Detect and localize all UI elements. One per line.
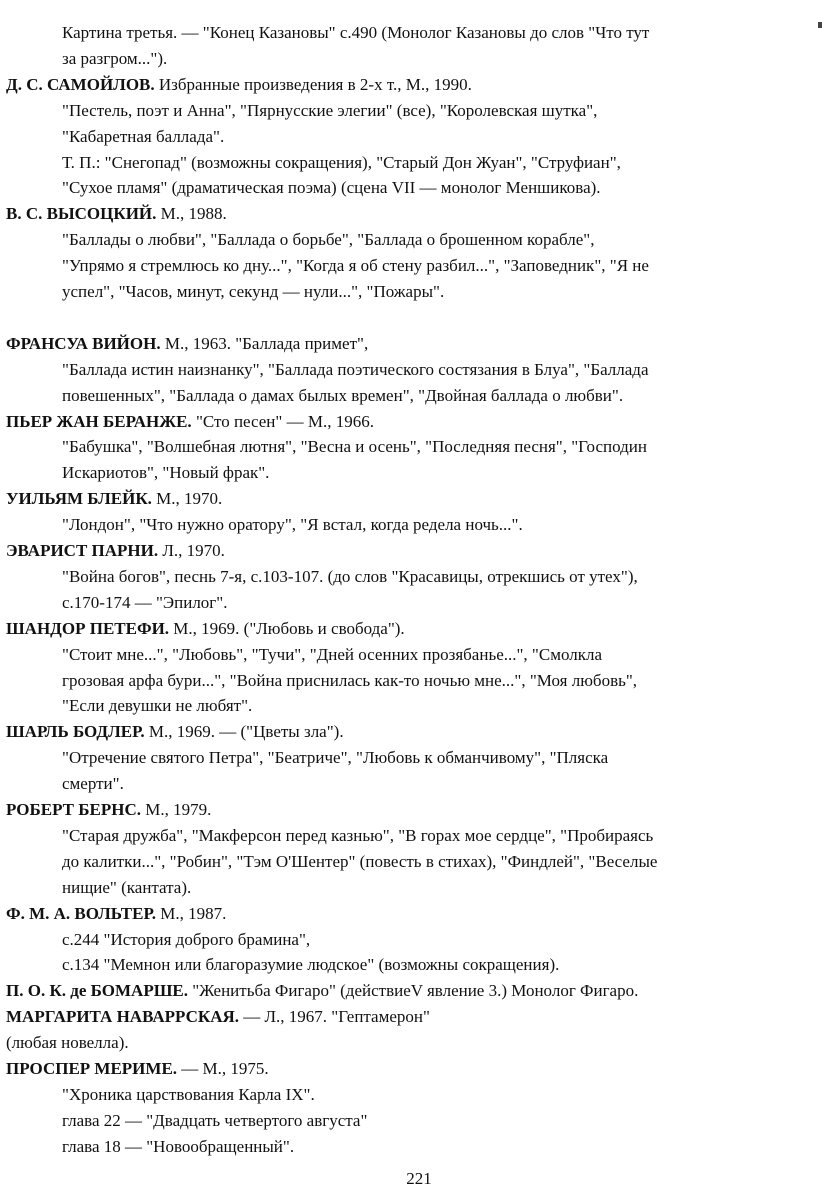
bibliography-entry bbox=[6, 901, 226, 927]
entry-details: М., 1987. bbox=[155, 903, 227, 923]
entry-details: М., 1979. bbox=[140, 800, 212, 819]
text-line: Картина третья. — "Конец Казановы" с.490 (Монолог Казановы до слов "Что тут bbox=[62, 23, 650, 42]
author-name: УИЛЬЯМ БЛЕЙК. bbox=[6, 489, 152, 509]
entry-details: Л., 1970. bbox=[158, 541, 225, 560]
text-line: "Отречение святого Петра", "Беатриче", "Любовь к обманчивому", "Пляска bbox=[62, 748, 609, 768]
bibliography-entry bbox=[6, 1004, 430, 1030]
text-line: с.170-174 — "Эпилог". bbox=[62, 592, 228, 612]
text-line: до калитки...", "Робин", "Тэм О'Шентер" (повесть в стихах), "Финдлей", "Веселые bbox=[62, 851, 658, 871]
text-line: успел", "Часов, минут, секунд — нули...", "Пожары". bbox=[62, 282, 445, 301]
text-line: "Сухое пламя" (драматическая поэма) (сцена VII — монолог Меншикова). bbox=[62, 178, 601, 198]
text-line: "Старая дружба", "Макферсон перед казнью", "В горах мое сердце", "Пробираясь bbox=[62, 825, 654, 845]
bibliography-entry bbox=[6, 616, 405, 642]
text-line: "Пестель, поэт и Анна", "Пярнусские элегии" (все), "Королевская шутка", bbox=[62, 100, 598, 120]
text-line: "Стоит мне...", "Любовь", "Тучи", "Дней осенних прозябанье...", "Смолкла bbox=[62, 644, 603, 664]
bibliography-entry bbox=[6, 72, 472, 98]
entry-details: М., 1963. "Баллада примет", bbox=[160, 333, 369, 353]
author-name: П. О. К. де БОМАРШЕ. bbox=[6, 981, 188, 1001]
author-name: В. С. ВЫСОЦКИЙ. bbox=[6, 204, 157, 224]
author-name: ЭВАРИСТ ПАРНИ. bbox=[6, 541, 159, 560]
bibliography-entry bbox=[6, 538, 225, 564]
text-line: глава 22 — "Двадцать четвертого августа" bbox=[62, 1110, 368, 1130]
author-name: Д. С. САМОЙЛОВ. bbox=[6, 74, 155, 94]
author-name: РОБЕРТ БЕРНС. bbox=[6, 800, 141, 819]
text-line: "Война богов", песнь 7-я, с.103-107. (до слов "Красавицы, отрекшись от утех"), bbox=[62, 566, 638, 586]
text-line: за разгром..."). bbox=[62, 48, 168, 68]
author-name: ФРАНСУА ВИЙОН. bbox=[6, 333, 161, 353]
author-name: ШАНДОР ПЕТЕФИ. bbox=[6, 618, 170, 638]
bibliography-entry bbox=[6, 201, 227, 227]
text-line: Т. П.: "Снегопад" (возможны сокращения), "Старый Дон Жуан", "Струфиан", bbox=[62, 152, 621, 172]
entry-details: Избранные произведения в 2-х т., М., 1990. bbox=[154, 74, 472, 94]
author-name: ПЬЕР ЖАН БЕРАНЖЕ. bbox=[6, 411, 192, 431]
author-name: ПРОСПЕР МЕРИМЕ. bbox=[6, 1059, 178, 1078]
entry-details: — М., 1975. bbox=[177, 1059, 269, 1078]
text-line: "Кабаретная баллада". bbox=[62, 126, 225, 146]
entry-details: "Женитьба Фигаро" (действиеV явление 3.) Монолог Фигаро. bbox=[187, 981, 639, 1001]
bibliography-entry bbox=[6, 331, 368, 357]
text-line: "Хроника царствования Карла IX". bbox=[62, 1084, 315, 1104]
author-name: ШАРЛЬ БОДЛЕР. bbox=[6, 722, 145, 742]
text-line: повешенных", "Баллада о дамах былых времен", "Двойная баллада о любви". bbox=[62, 385, 624, 405]
text-line: глава 18 — "Новообращенный". bbox=[62, 1136, 295, 1156]
text-line: "Бабушка", "Волшебная лютня", "Весна и осень", "Последняя песня", "Господин bbox=[62, 437, 647, 457]
entry-details: М., 1970. bbox=[151, 489, 223, 509]
entry-details: "Сто песен" — М., 1966. bbox=[191, 411, 374, 431]
author-name: Ф. М. А. ВОЛЬТЕР. bbox=[6, 903, 156, 923]
entry-details: М., 1969. ("Любовь и свобода"). bbox=[169, 618, 405, 638]
bibliography-entry bbox=[6, 978, 638, 1004]
text-line: "Если девушки не любят". bbox=[62, 696, 253, 716]
bibliography-entry bbox=[6, 409, 374, 435]
text-line: грозовая арфа бури...", "Война приснилась как-то ночью мне...", "Моя любовь", bbox=[62, 670, 638, 690]
text-line: "Баллада истин наизнанку", "Баллада поэтического состязания в Блуа", "Баллада bbox=[62, 359, 649, 379]
entry-details: М., 1988. bbox=[156, 204, 227, 224]
text-line: "Упрямо я стремлюсь ко дну...", "Когда я об стену разбил...", "Заповедник", "Я не bbox=[62, 256, 649, 276]
text-line: с.244 "История доброго брамина", bbox=[62, 929, 311, 949]
entry-details: М., 1969. — ("Цветы зла"). bbox=[144, 722, 344, 742]
text-line: (любая новелла). bbox=[6, 1033, 129, 1053]
margin-mark bbox=[818, 22, 822, 28]
text-line: смерти". bbox=[62, 774, 124, 794]
text-line: с.134 "Мемнон или благоразумие людское" (возможны сокращения). bbox=[62, 955, 560, 975]
bibliography-entry bbox=[6, 486, 222, 512]
bibliography-entry bbox=[6, 1056, 269, 1082]
text-line: "Баллады о любви", "Баллада о борьбе", "Баллада о брошенном корабле", bbox=[62, 230, 595, 250]
text-line: нищие" (кантата). bbox=[62, 877, 192, 897]
text-line: Искариотов", "Новый фрак". bbox=[62, 463, 270, 483]
author-name: МАРГАРИТА НАВАРРСКАЯ. bbox=[6, 1007, 240, 1027]
entry-details: — Л., 1967. "Гептамерон" bbox=[239, 1007, 430, 1027]
text-line: "Лондон", "Что нужно оратору", "Я встал, когда редела ночь...". bbox=[62, 515, 523, 535]
bibliography-entry bbox=[6, 797, 211, 823]
bibliography-entry bbox=[6, 719, 344, 745]
page-number: 221 bbox=[406, 1169, 432, 1188]
